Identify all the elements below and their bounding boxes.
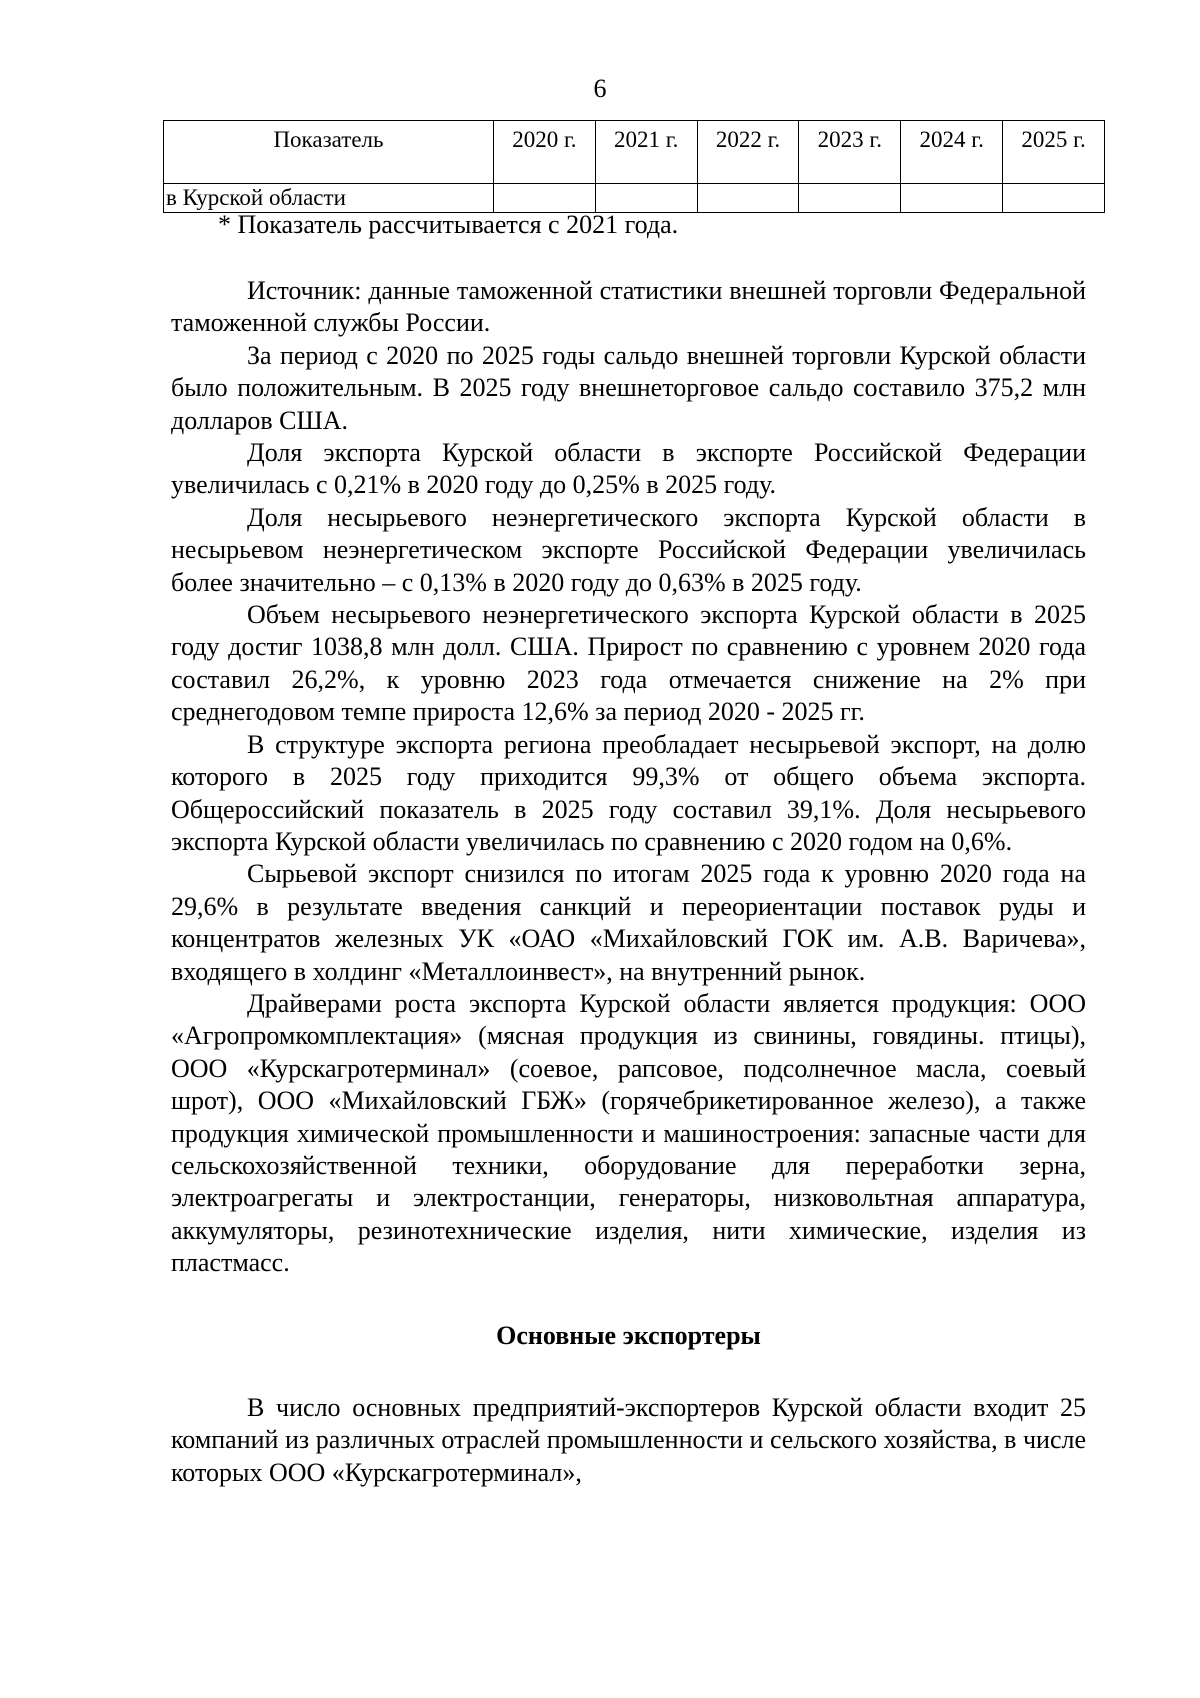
table-header-row (164, 121, 1105, 184)
paragraph: Драйверами роста экспорта Курской области является продукция: ООО «Агропромкомплектация» (мясная продукция из свинины, говядины. птицы), ООО «Курскагротерминал» (соевое, рапсовое, подсолнечное масла, соевый шрот), ООО «Михайловский ГБЖ» (горячебрикетированное железо), а также продукция химической промышленности и машиностроения: запасные части для сельскохозяйственной техники, оборудование для переработки зерна, электроагрегаты и электростанции, генераторы, низковольтная аппаратура, аккумуляторы, резинотехнические изделия, нити химические, изделия из пластмасс. (171, 988, 1086, 1278)
table-header-cell: 2020 г. (493, 121, 595, 184)
page-number: 6 (593, 74, 607, 103)
indicator-table (163, 120, 1105, 213)
table-cell (1003, 184, 1105, 213)
table-header-cell: 2025 г. (1003, 121, 1105, 184)
table-cell (595, 184, 697, 213)
section-heading: Основные экспортеры (496, 1320, 761, 1350)
table-footnote: * Показатель рассчитывается с 2021 года. (218, 210, 679, 239)
table-cell (493, 184, 595, 213)
paragraph: Сырьевой экспорт снизился по итогам 2025 года к уровню 2020 года на 29,6% в результате введения санкций и переориентации поставок руды и концентратов железных УК «ОАО «Михайловский ГОК им. А.В. Варичева», входящего в холдинг «Металлоинвест», на внутренний рынок. (171, 859, 1086, 986)
paragraph: В структуре экспорта региона преобладает несырьевой экспорт, на долю которого в 2025 году приходится 99,3% от общего объема экспорта. Общероссийский показатель в 2025 году составил 39,1%. Доля несырьевого экспорта Курской области увеличилась по сравнению с 2020 годом на 0,6%. (171, 729, 1086, 856)
table-cell (799, 184, 901, 213)
table-row (164, 184, 1105, 213)
table-cell (901, 184, 1003, 213)
document-body (171, 275, 1086, 1489)
paragraph: В число основных предприятий-экспортеров Курской области входит 25 компаний из различных отраслей промышленности и сельского хозяйства, в числе которых ООО «Курскагротерминал», (171, 1393, 1086, 1487)
table-header-cell: Показатель (164, 121, 494, 184)
table-cell (697, 184, 799, 213)
paragraph: Доля несырьевого неэнергетического экспорта Курской области в несырьевом неэнергетическом экспорте Российской Федерации увеличилась более значительно – с 0,13% в 2020 году до 0,63% в 2025 году. (171, 502, 1086, 597)
table-header-cell: 2022 г. (697, 121, 799, 184)
paragraph-source: Источник: данные таможенной статистики внешней торговли Федеральной таможенной службы России. (171, 276, 1086, 338)
paragraph: За период с 2020 по 2025 годы сальдо внешней торговли Курской области было положительным. В 2025 году внешнеторговое сальдо составило 375,2 млн долларов США. (171, 340, 1086, 435)
table-header-cell: 2024 г. (901, 121, 1003, 184)
table-header-cell: 2023 г. (799, 121, 901, 184)
table-cell: в Курской области (164, 184, 494, 213)
paragraph: Доля экспорта Курской области в экспорте Российской Федерации увеличилась с 0,21% в 2020 году до 0,25% в 2025 году. (171, 438, 1086, 500)
paragraph: Объем несырьевого неэнергетического экспорта Курской области в 2025 году достиг 1038,8 млн долл. США. Прирост по сравнению с уровнем 2020 года составил 26,2%, к уровню 2023 года отмечается снижение на 2% при среднегодовом темпе прироста 12,6% за период 2020 - 2025 гг. (171, 600, 1086, 727)
table-header-cell: 2021 г. (595, 121, 697, 184)
